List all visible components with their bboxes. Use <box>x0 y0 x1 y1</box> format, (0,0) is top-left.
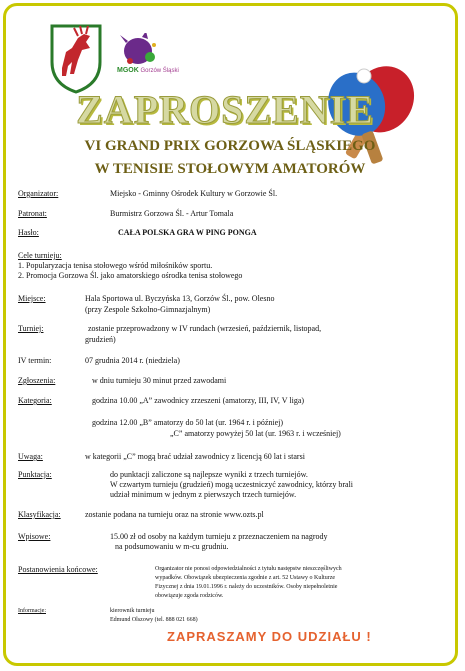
cele-item-2: 2. Promocja Gorzowa Śl. jako amatorskiego ośrodka tenisa stołowego <box>18 271 243 280</box>
poster-title: ZAPROSZENIE <box>76 87 374 132</box>
zgloszenia-value: w dniu turnieju 30 minut przed zawodami <box>92 376 227 385</box>
miejsce-line-1: Hala Sportowa ul. Byczyńska 13, Gorzów Śl., pow. Olesno <box>85 294 275 303</box>
postanowienia-label: Postanowienia końcowe: <box>18 565 98 574</box>
coat-of-arms-icon <box>48 22 104 94</box>
mgok-logo-name: MGOK <box>117 67 139 74</box>
subtitle-line-1: VI GRAND PRIX GORZOWA ŚLĄSKIEGO <box>84 138 376 154</box>
turniej-line-2: grudzień) <box>85 335 116 344</box>
poster-subtitle <box>60 135 400 181</box>
uwaga-label: Uwaga: <box>18 452 43 461</box>
patronat-label: Patronat: <box>18 209 47 218</box>
turniej-line-1: zostanie przeprowadzony w IV rundach (wrzesień, październik, listopad, <box>88 324 322 333</box>
termin-label: IV termin: <box>18 356 52 365</box>
punktacja-line-2: W czwartym turnieju (grudzień) mogą uczestniczyć zawodnicy, którzy brali <box>110 480 354 489</box>
haslo-value: CAŁA POLSKA GRA W PING PONGA <box>118 228 257 237</box>
informacje-line-2: Edmund Olszowy (tel. 888 021 668) <box>110 617 198 623</box>
postanowienia-line-4: obowiązuje zgoda rodziców. <box>155 593 224 599</box>
organizator-value: Miejsko - Gminny Ośrodek Kultury w Gorzowie Śl. <box>110 189 278 198</box>
kategoria-line-3: „C” amatorzy powyżej 50 lat (ur. 1963 r. i wcześniej) <box>170 429 341 438</box>
wpisowe-line-1: 15.00 zł od osoby na każdym turnieju z przeznaczeniem na nagrody <box>110 532 328 541</box>
postanowienia-line-2: wypadków. Obowiązek ubezpieczenia zgodnie z art. 52 Ustawy o Kulturze <box>155 575 336 581</box>
cele-label: Cele turnieju: <box>18 251 62 260</box>
organizator-label: Organizator: <box>18 189 59 198</box>
punktacja-label: Punktacja: <box>18 470 52 479</box>
kategoria-line-1: godzina 10.00 „A” zawodnicy zrzeszeni (amatorzy, III, IV, V liga) <box>92 396 305 405</box>
postanowienia-line-1: Organizator nie ponosi odpowiedzialności z tytułu następstw nieszczęśliwych <box>155 566 342 572</box>
punktacja-line-3: udział minimum w jednym z pierwszych trzech turniejów. <box>110 490 297 499</box>
klasyfikacja-value: zostanie podana na turnieju oraz na stronie www.ozts.pl <box>85 510 264 519</box>
termin-value: 07 grudnia 2014 r. (niedziela) <box>85 356 180 365</box>
footer-invitation: ZAPRASZAMY DO UDZIAŁU ! <box>167 629 372 644</box>
haslo-label: Hasło: <box>18 228 39 237</box>
subtitle-line-2: W TENISIE STOŁOWYM AMATORÓW <box>94 161 366 177</box>
mgok-logo-subtext: Gorzów Śląski <box>140 68 179 74</box>
klasyfikacja-label: Klasyfikacja: <box>18 510 61 519</box>
mgok-logo-icon <box>112 33 192 83</box>
zgloszenia-label: Zgłoszenia: <box>18 376 56 385</box>
informacje-label: Informacje: <box>18 608 46 614</box>
miejsce-label: Miejsce: <box>18 294 46 303</box>
kategoria-label: Kategoria: <box>18 396 52 405</box>
informacje-line-1: kierownik turnieju <box>110 608 155 614</box>
punktacja-line-1: do punktacji zaliczone są najlepsze wyniki z trzech turniejów. <box>110 470 308 479</box>
patronat-value: Burmistrz Gorzowa Śl. - Artur Tomala <box>110 209 234 218</box>
wpisowe-line-2: na podsumowaniu w m-cu grudniu. <box>115 542 229 551</box>
uwaga-value: w kategorii „C” mogą brać udział zawodnicy z licencją 60 lat i starsi <box>85 452 305 461</box>
kategoria-line-2: godzina 12.00 „B” amatorzy do 50 lat (ur. 1964 r. i później) <box>92 418 284 427</box>
cele-item-1: 1. Popularyzacja tenisa stołowego wśród miłośników sportu. <box>18 261 213 270</box>
turniej-label: Turniej: <box>18 324 44 333</box>
miejsce-line-2: (przy Zespole Szkolno-Gimnazjalnym) <box>85 305 211 314</box>
mgok-logo-text <box>117 67 179 74</box>
wpisowe-label: Wpisowe: <box>18 532 51 541</box>
postanowienia-line-3: Fizycznej z dnia 19.01.1996 r. należy do uczestników. Osoby niepełnoletnie <box>155 584 338 590</box>
